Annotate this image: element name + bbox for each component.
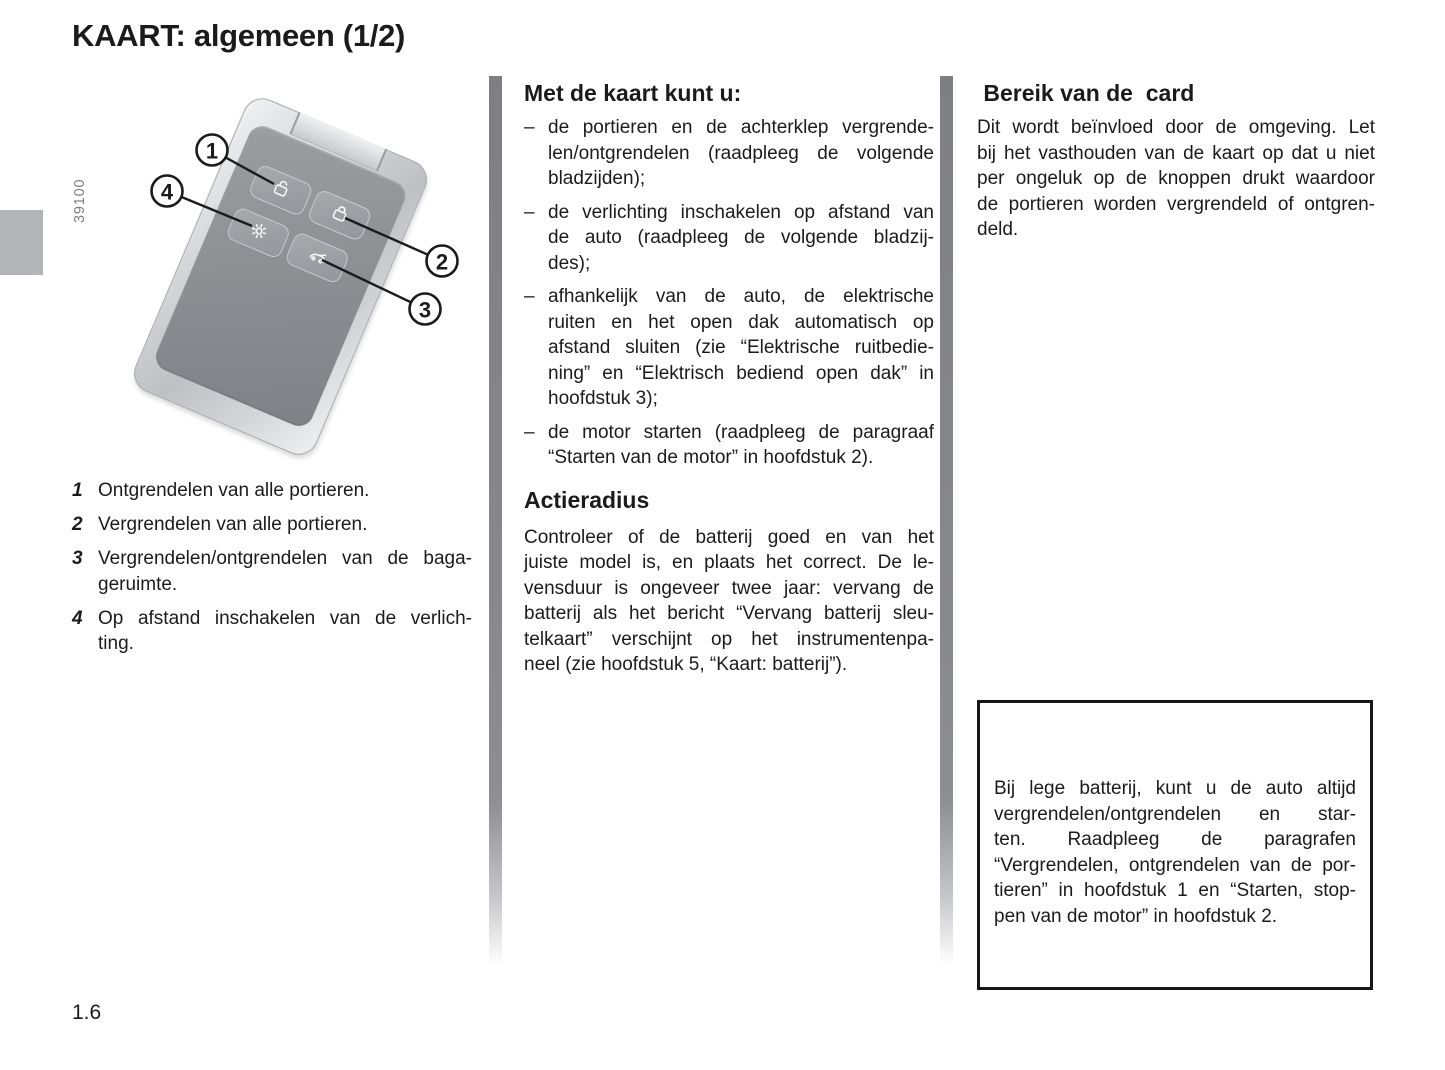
keycard-illustration bbox=[60, 88, 480, 470]
bullet-text: afhankelijk van de auto, de elektrische ruiten en het open dak automatisch op afstand sluiten (zie “Elektrische ruitbedie- ning” en “Elektrisch bediend open dak” in hoofdstuk 3); bbox=[548, 286, 934, 409]
legend-text: Ontgrendelen van alle portieren. bbox=[98, 480, 370, 501]
note-box bbox=[977, 700, 1373, 990]
legend-number: 2 bbox=[72, 514, 83, 535]
callout-number-4: 4 bbox=[160, 179, 174, 205]
bullet-dash: – bbox=[524, 421, 535, 443]
chapter-tab-marker bbox=[0, 210, 43, 275]
column-separator bbox=[940, 76, 953, 984]
callout-line-3 bbox=[322, 260, 425, 309]
callout-number-2: 2 bbox=[435, 249, 449, 275]
page-number: 1.6 bbox=[72, 1001, 102, 1024]
callout-number-3: 3 bbox=[418, 297, 432, 323]
bullet-text: de motor starten (raadpleeg de paragraaf “Starten van de motor” in hoofdstuk 2). bbox=[548, 421, 934, 468]
note-text: Bij lege batterij, kunt u de auto altijd vergrendelen/ontgrendelen en star- ten. Raadpleeg de paragrafen “Vergrendelen, ontgrendelen van de por- tieren” in hoofdstuk 1 en “Starten, stop- pen van de motor” in hoofdstuk 2. bbox=[994, 778, 1356, 927]
legend-item bbox=[72, 512, 472, 538]
legend-number: 4 bbox=[72, 607, 83, 629]
legend-text: Vergrendelen van alle portieren. bbox=[98, 514, 368, 535]
subsection-heading-range: Actieradius bbox=[524, 486, 650, 513]
legend-text: Vergrendelen/ontgrendelen van de baga- geruimte. bbox=[98, 548, 472, 595]
column-separator bbox=[489, 76, 502, 984]
legend-number: 1 bbox=[72, 480, 83, 501]
bullet-item bbox=[524, 284, 934, 412]
legend-number: 3 bbox=[72, 548, 83, 569]
legend-text: Op afstand inschakelen van de verlich- ting. bbox=[98, 607, 472, 654]
legend-list bbox=[72, 478, 472, 665]
section-heading-reach: Bereik van de card bbox=[977, 80, 1195, 106]
section-heading-usage: Met de kaart kunt u: bbox=[524, 80, 742, 106]
column-card-usage bbox=[524, 80, 934, 678]
column-card-reach bbox=[977, 80, 1375, 243]
bullet-item bbox=[524, 115, 934, 192]
bullet-item bbox=[524, 420, 934, 471]
legend-item bbox=[72, 606, 472, 657]
bullet-text: de portieren en de achterklep vergrende- len/ontgrendelen (raadpleeg de volgende bladzijden); bbox=[548, 117, 934, 189]
legend-item bbox=[72, 478, 472, 504]
reach-paragraph: Dit wordt beïnvloed door de omgeving. Let bij het vasthouden van de kaart op dat u niet per ongeluk op de knoppen drukt waardoor de portieren worden vergrendeld of ontgren- deld. bbox=[977, 117, 1375, 240]
bullet-text: de verlichting inschakelen op afstand van de auto (raadpleeg de volgende bladzij- des); bbox=[548, 201, 934, 274]
bullet-item bbox=[524, 200, 934, 277]
page-title: KAART: algemeen (1/2) bbox=[72, 18, 406, 53]
bullet-dash: – bbox=[524, 286, 535, 307]
callout-overlay bbox=[60, 88, 480, 470]
legend-item bbox=[72, 546, 472, 597]
bullet-dash: – bbox=[524, 117, 535, 138]
figure-number-label: 39100 bbox=[72, 178, 88, 223]
range-paragraph: Controleer of de batterij goed en van het juiste model is, en plaats het correct. De le- vensduur is ongeveer twee jaar: vervang de batterij als het bericht “Vervang batterij sleu- telkaart” verschijnt op het instrumentenpa- neel (zie hoofdstuk 5, “Kaart: batterij”). bbox=[524, 526, 934, 675]
bullet-dash: – bbox=[524, 201, 535, 223]
callout-number-1: 1 bbox=[205, 138, 219, 164]
